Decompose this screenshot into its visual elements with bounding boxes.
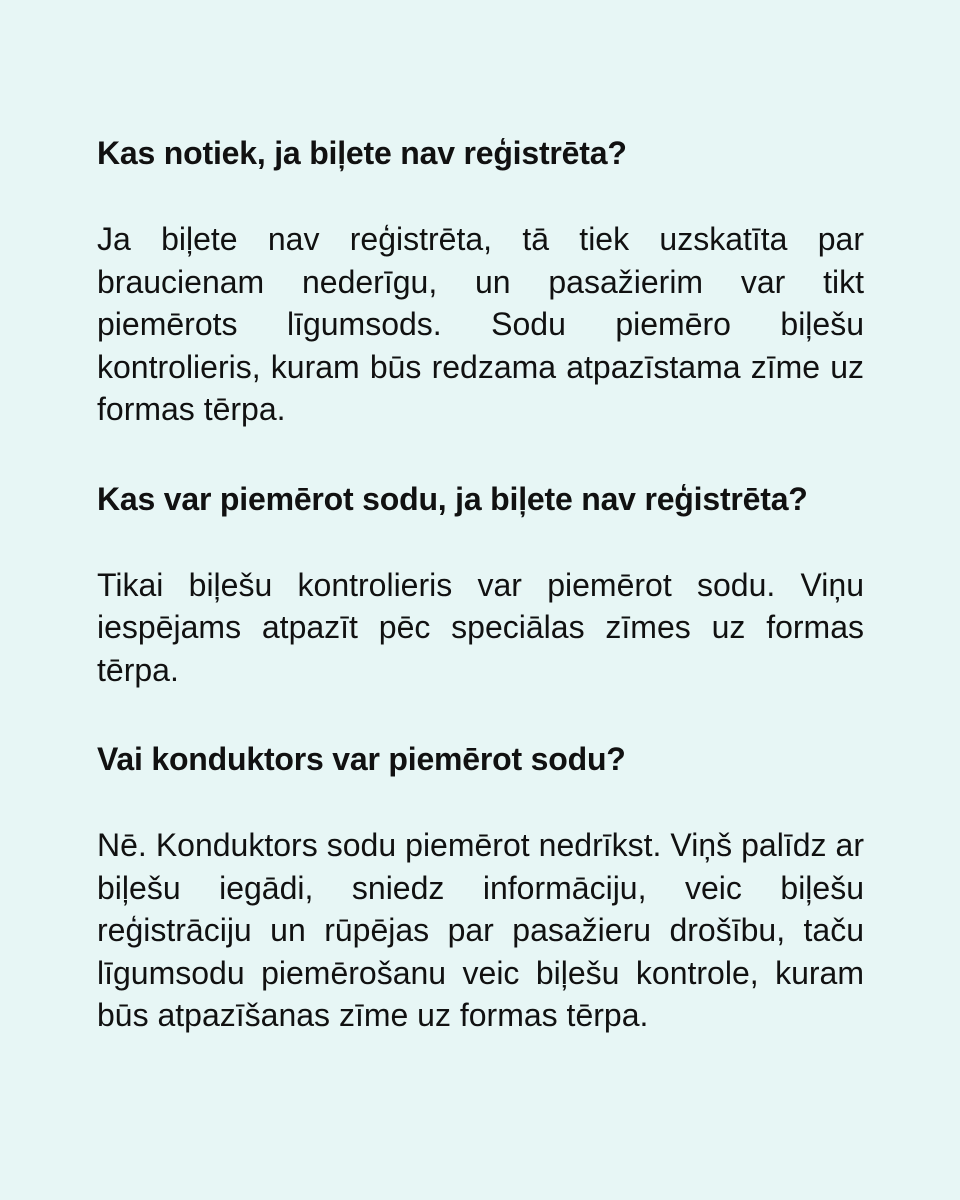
faq-answer-who-can-fine: Tikai biļešu kontrolieris var piemērot sodu. Viņu iespējams atpazīt pēc speciālas zīmes uz formas tērpa. — [97, 566, 864, 688]
faq-item-unregistered-ticket — [97, 132, 864, 431]
faq-answer-unregistered-ticket: Ja biļete nav reģistrēta, tā tiek uzskatīta par braucienam nederīgu, un pasažierim var tikt piemērots līgumsods. Sodu piemēro biļešu kontrolieris, kuram būs redzama atpazīstama zīme uz formas tērpa. — [97, 221, 864, 427]
faq-answer-conductor-fine: Nē. Konduktors sodu piemērot nedrīkst. Viņš palīdz ar biļešu iegādi, sniedz informāciju, veic biļešu reģistrāciju un rūpējas par pasažieru drošību, taču līgumsodu piemērošanu veic biļešu kontrole, kuram būs atpazīšanas zīme uz formas tērpa. — [97, 827, 864, 1033]
faq-question-who-can-fine: Kas var piemērot sodu, ja biļete nav reģistrēta? — [97, 480, 808, 517]
faq-question-conductor-fine: Vai konduktors var piemērot sodu? — [97, 741, 626, 777]
faq-item-conductor-fine — [97, 738, 864, 1037]
faq-item-who-can-fine — [97, 478, 864, 692]
faq-question-unregistered-ticket: Kas notiek, ja biļete nav reģistrēta? — [97, 135, 627, 171]
